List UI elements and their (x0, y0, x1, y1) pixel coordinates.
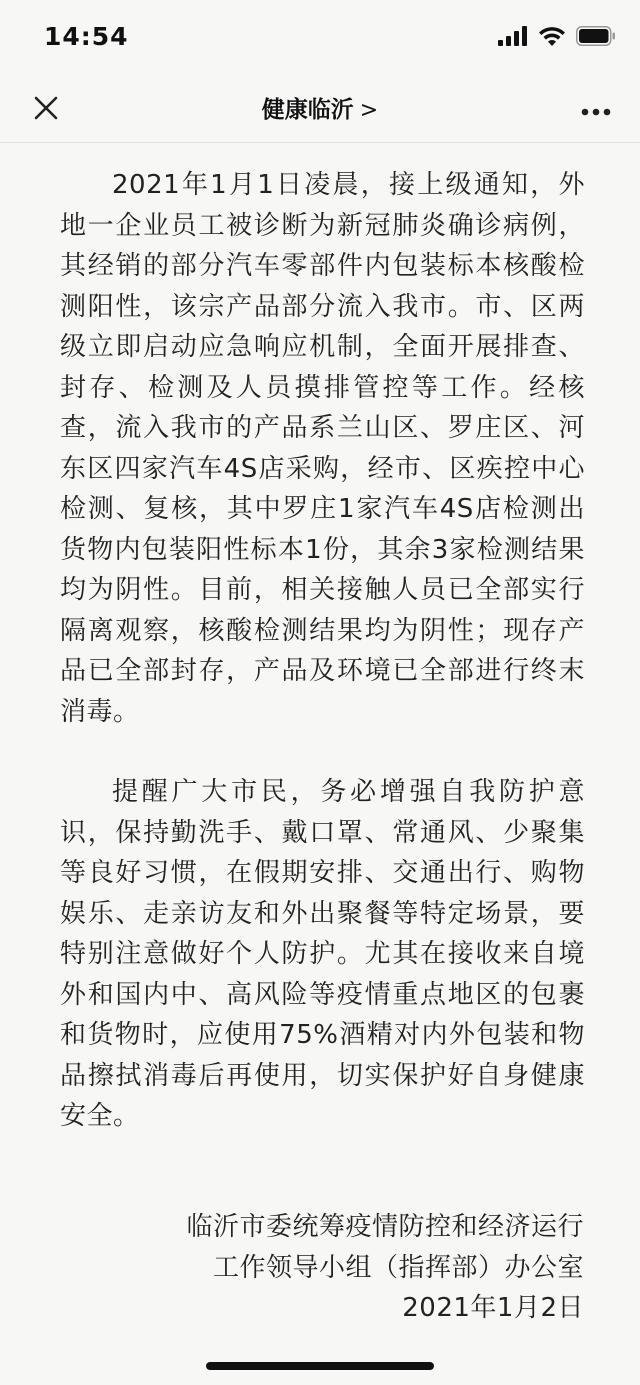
status-icons (498, 26, 616, 50)
status-time: 14:54 (44, 22, 129, 51)
more-button[interactable] (576, 92, 616, 128)
chevron-right-icon: > (359, 98, 379, 123)
cellular-signal-icon (498, 26, 528, 50)
home-indicator[interactable] (206, 1362, 434, 1370)
battery-icon (576, 26, 616, 50)
more-dots-icon (581, 101, 611, 120)
account-title-link[interactable] (0, 92, 640, 129)
status-bar (0, 0, 640, 78)
wifi-icon (538, 26, 566, 51)
article-body (60, 165, 585, 1177)
signature-org-line-1: 临沂市委统筹疫情防控和经济运行 (186, 1212, 584, 1242)
article-paragraph-1: 2021年1月1日凌晨，接上级通知，外地一企业员工被诊断为新冠肺炎确诊病例，其经销的部分汽车零部件内包装标本核酸检测阳性，该宗产品部分流入我市。市、区两级立即启动应急响应机制，全面开展排查、封存、检测及人员摸排管控等工作。经核查，流入我市的产品系兰山区、罗庄区、河东区四家汽车4S店采购，经市、区疾控中心检测、复核，其中罗庄1家汽车4S店检测出货物内包装阳性标本1份，其余3家检测结果均为阴性。目前，相关接触人员已全部实行隔离观察，核酸检测结果均为阴性；现存产品已全部封存，产品及环境已全部进行终末消毒。 (60, 170, 585, 727)
article-signature (186, 1207, 584, 1329)
signature-org-line-2: 工作领导小组（指挥部）办公室 (212, 1252, 584, 1283)
nav-bar (0, 78, 640, 143)
signature-date: 2021年1月2日 (402, 1293, 584, 1323)
article-paragraph-2: 提醒广大市民，务必增强自我防护意识，保持勤洗手、戴口罩、常通风、少聚集等良好习惯，在假期安排、交通出行、购物娱乐、走亲访友和外出聚餐等特定场景，要特别注意做好个人防护。尤其在接收来自境外和国内中、高风险等疫情重点地区的包裹和货物时，应使用75%酒精对内外包装和物品擦拭消毒后再使用，切实保护好自身健康安全。 (60, 777, 585, 1131)
page-title: 健康临沂 (261, 97, 354, 123)
